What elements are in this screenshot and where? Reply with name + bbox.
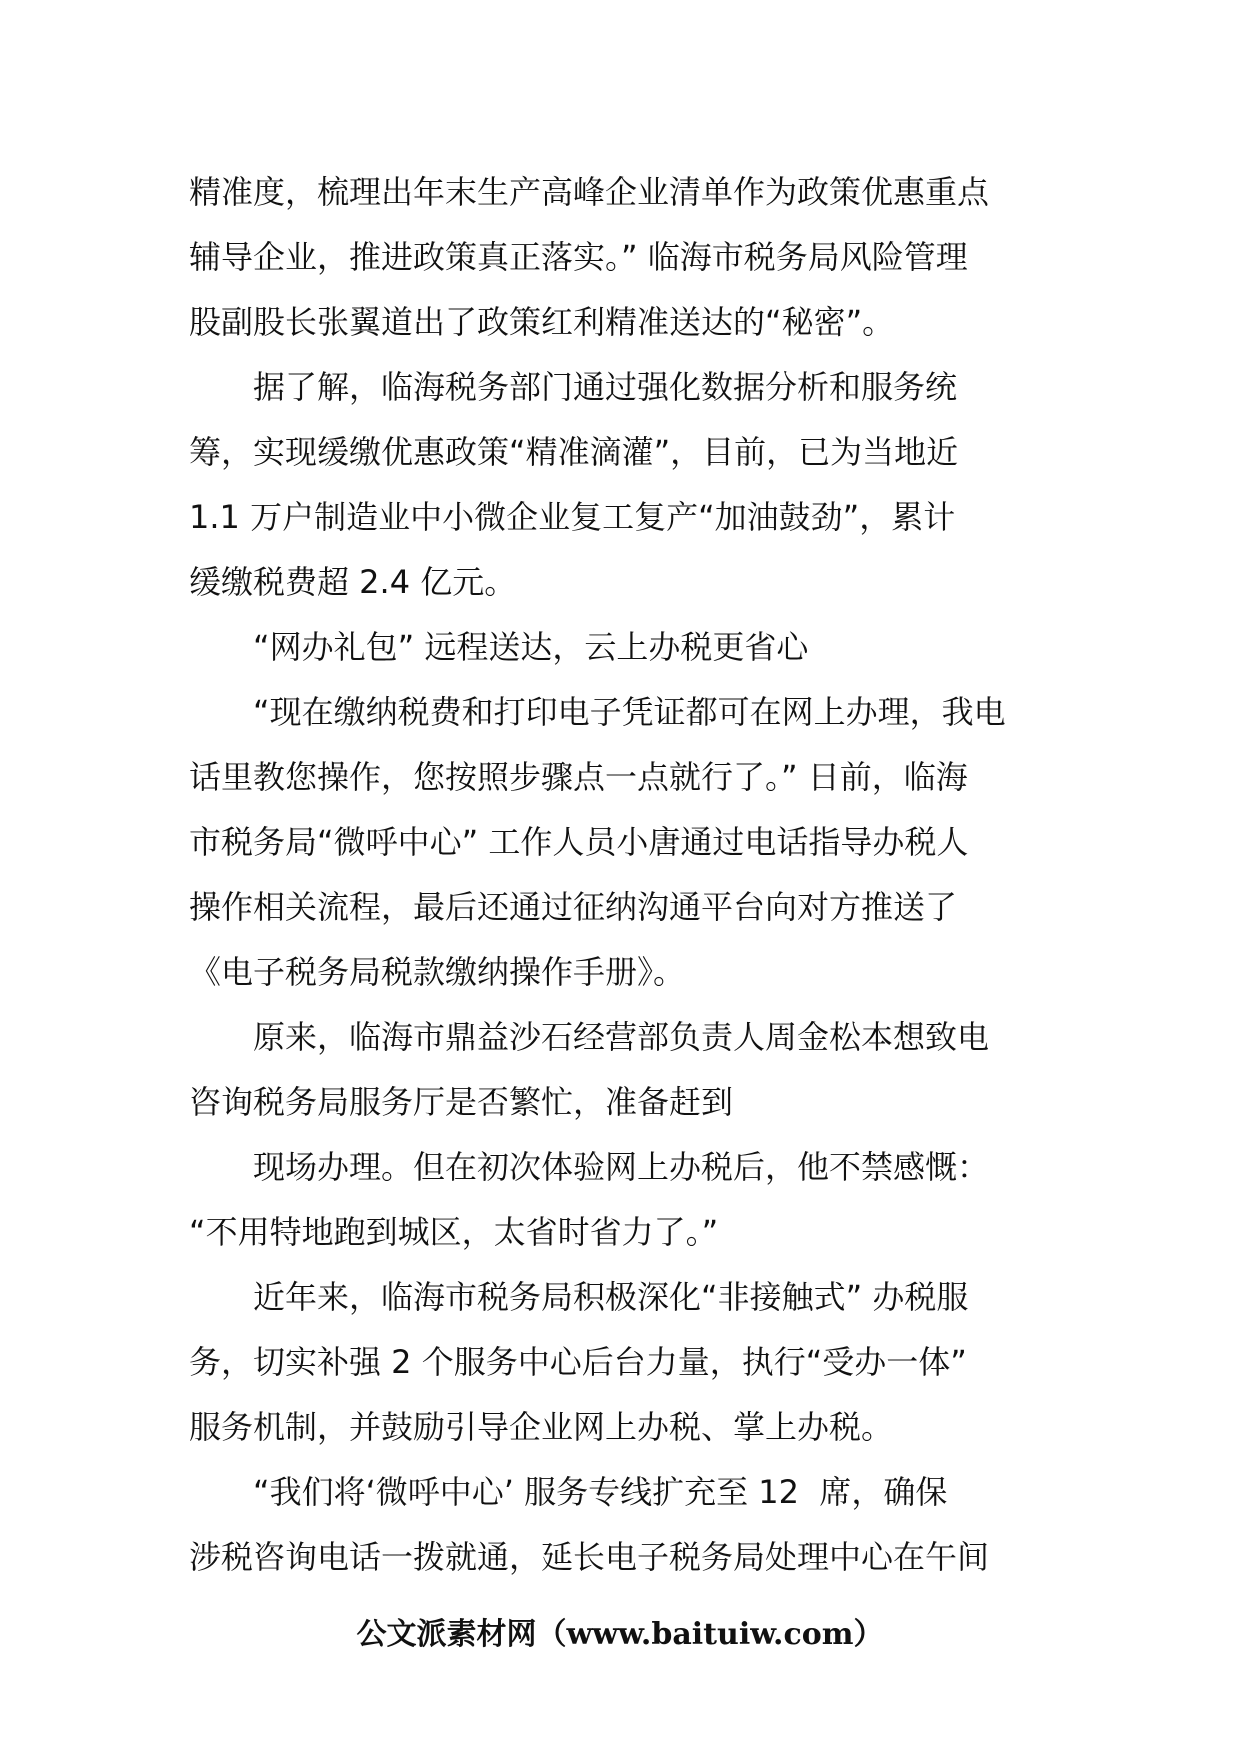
text-line: 服务机制，并鼓励引导企业网上办税、掌上办税。 (189, 1408, 894, 1446)
footer-watermark: 公文派素材网（www.baituiw.com） (356, 1617, 884, 1652)
text-line: 《电子税务局税款缴纳操作手册》。 (189, 953, 686, 991)
text-line: 股副股长张翼道出了政策红利精准送达的“秘密”。 (189, 303, 895, 341)
text-line: 话里教您操作，您按照步骤点一点就行了。” 日前，临海 (189, 758, 968, 796)
text-line: “不用特地跑到城区，太省时省力了。” (189, 1213, 719, 1251)
text-line: 辅导企业，推进政策真正落实。” 临海市税务局风险管理 (189, 238, 968, 276)
section-heading: “网办礼包” 远程送达，云上办税更省心 (253, 628, 809, 666)
text-line: 筹，实现缓缴优惠政策“精准滴灌”，目前，已为当地近 (189, 433, 959, 471)
text-line: 涉税咨询电话一拨就通，延长电子税务局处理中心在午间 (189, 1538, 990, 1576)
paragraph-start-line: 现场办理。但在初次体验网上办税后，他不禁感慨： (253, 1148, 990, 1186)
text-line: 1.1 万户制造业中小微企业复工复产“加油鼓劲”，累计 (189, 498, 956, 536)
text-line: 操作相关流程，最后还通过征纳沟通平台向对方推送了 (189, 888, 958, 926)
paragraph-start-line: “现在缴纳税费和打印电子凭证都可在网上办理，我电 (253, 693, 1006, 731)
text-line: 缓缴税费超 2.4 亿元。 (189, 563, 517, 601)
text-line: 务，切实补强 2 个服务中心后台力量，执行“受办一体” (189, 1343, 967, 1381)
paragraph-start-line: “我们将‘微呼中心’ 服务专线扩充至 12 席，确保 (253, 1473, 948, 1511)
paragraph-start-line: 据了解，临海税务部门通过强化数据分析和服务统 (253, 368, 958, 406)
text-line: 咨询税务局服务厅是否繁忙，准备赶到 (189, 1083, 734, 1121)
document-body (189, 160, 1059, 1590)
text-line: 精准度，梳理出年末生产高峰企业清单作为政策优惠重点 (189, 173, 990, 211)
paragraph-start-line: 原来，临海市鼎益沙石经营部负责人周金松本想致电 (253, 1018, 990, 1056)
paragraph-start-line: 近年来，临海市税务局积极深化“非接触式” 办税服 (253, 1278, 969, 1316)
text-line: 市税务局“微呼中心” 工作人员小唐通过电话指导办税人 (189, 823, 969, 861)
